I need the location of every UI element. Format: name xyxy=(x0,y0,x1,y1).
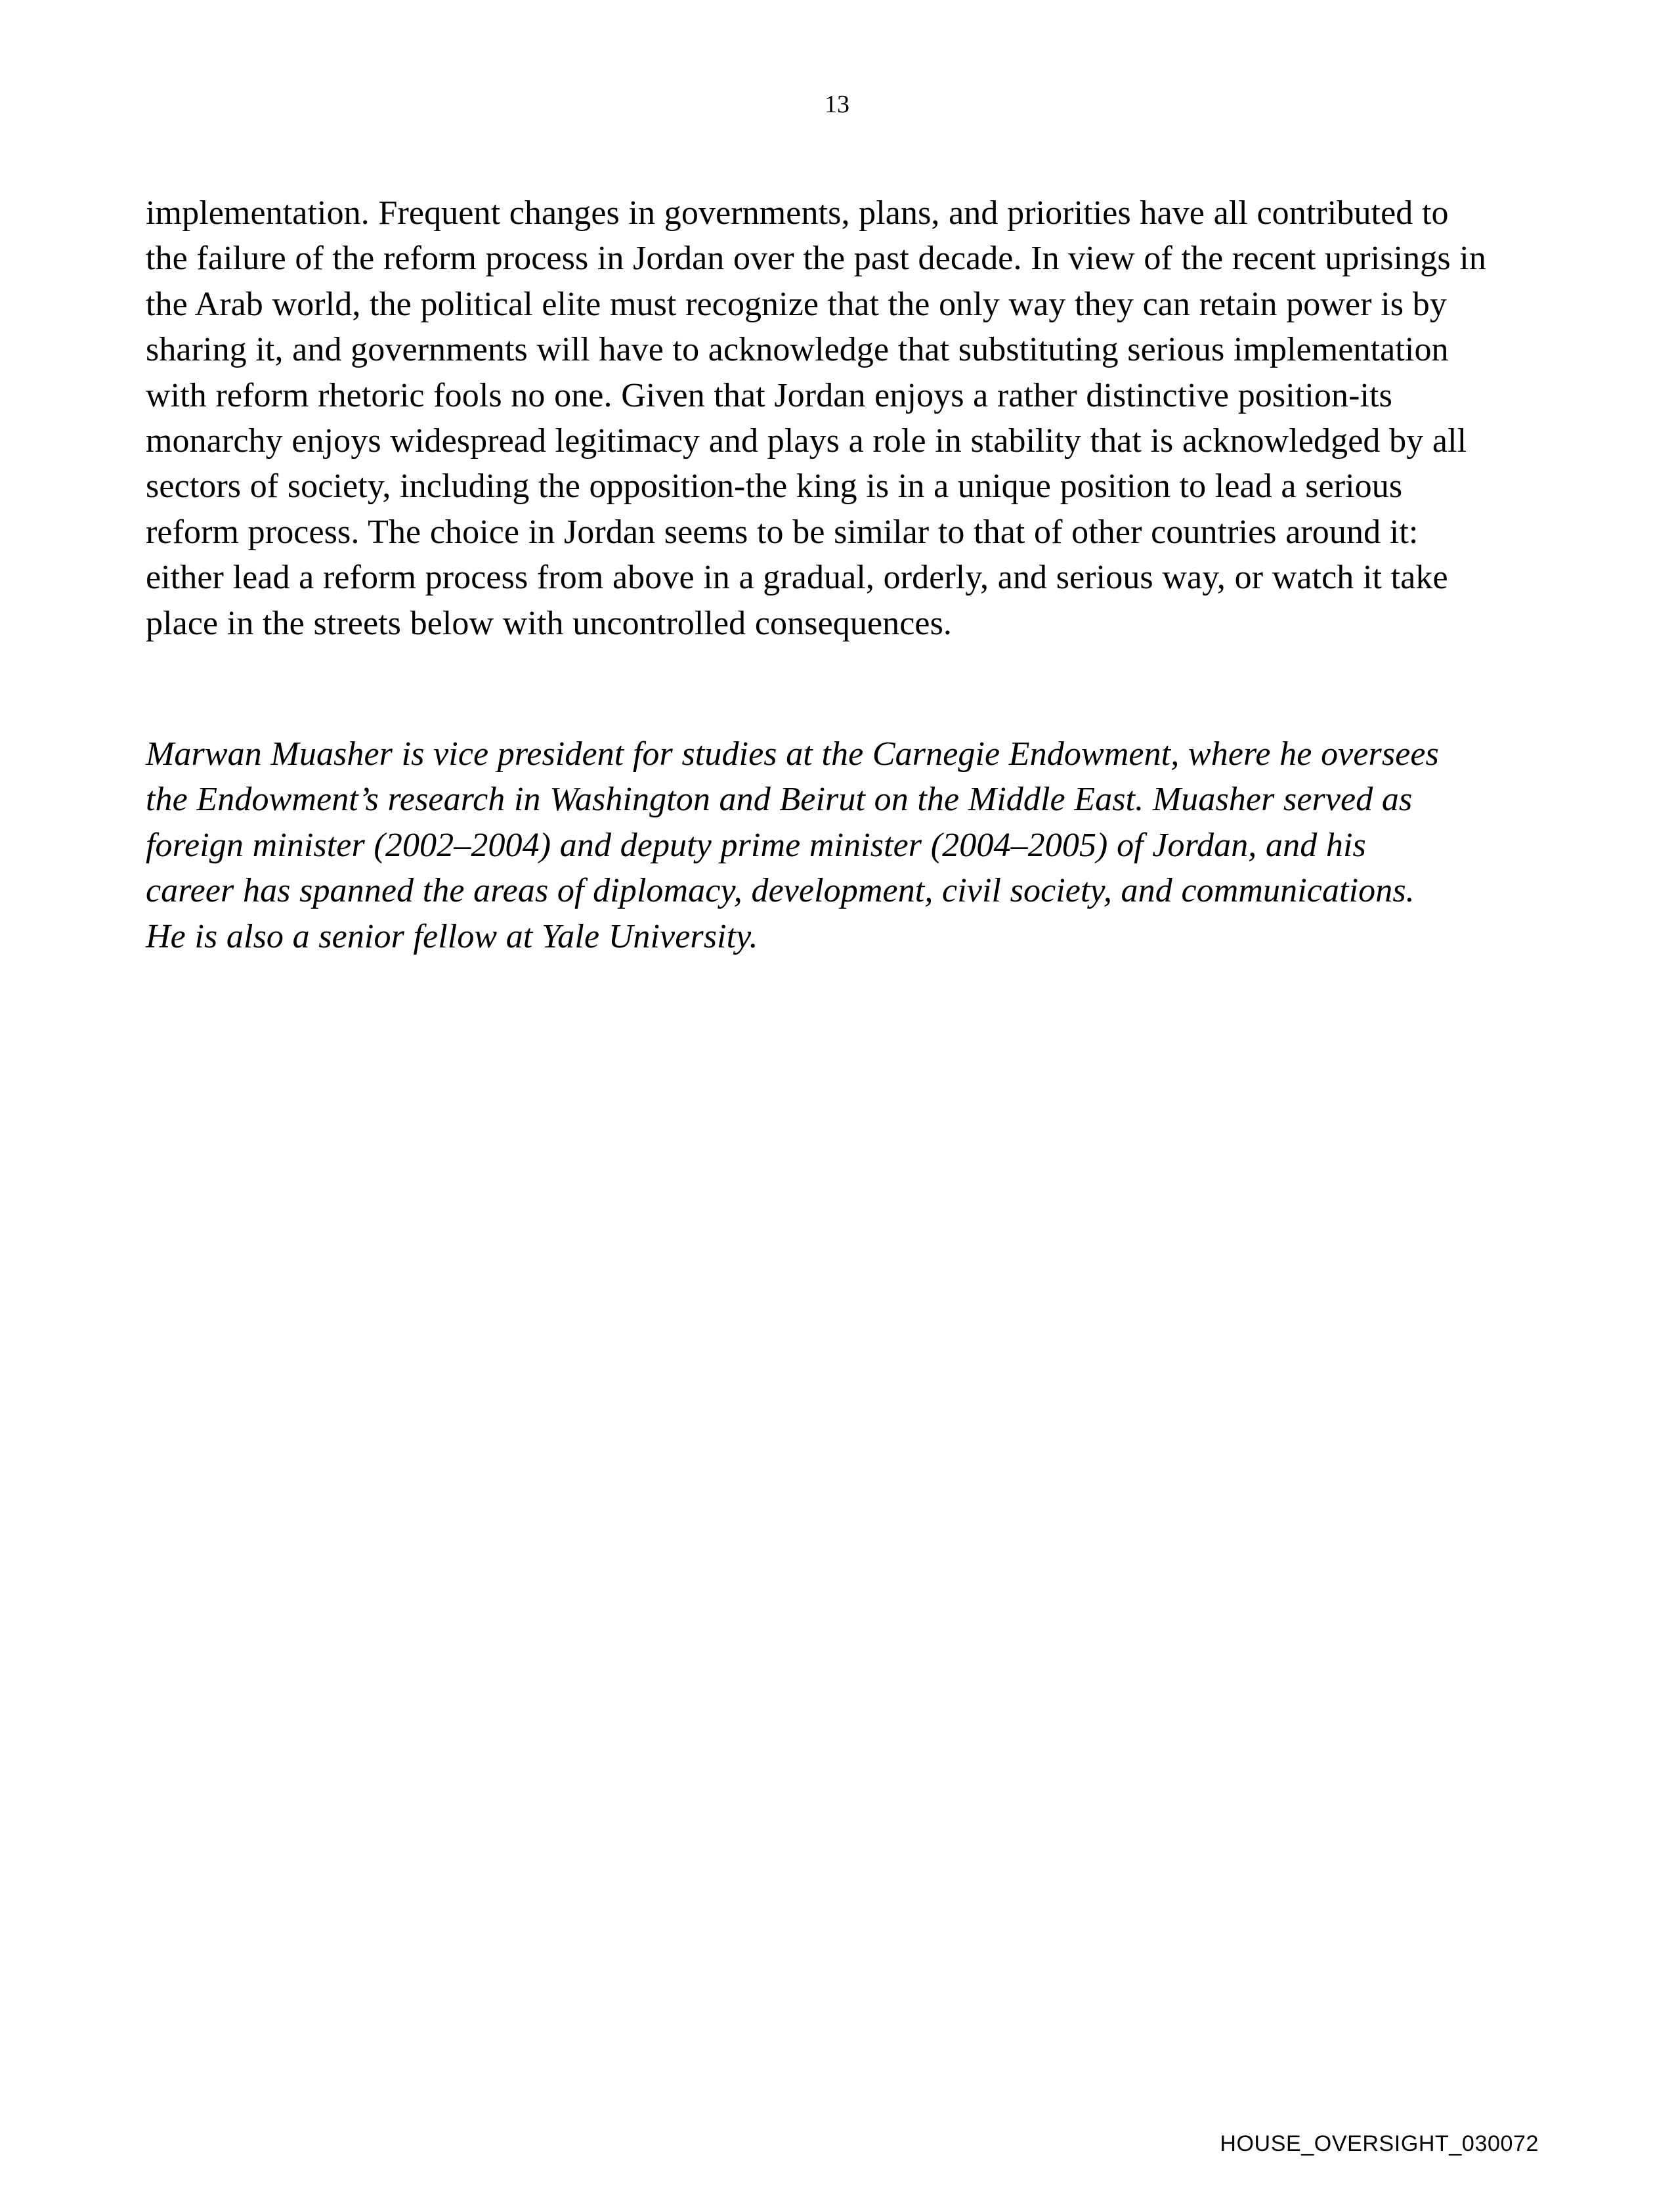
body-paragraph: implementation. Frequent changes in governments, plans, and priorities have all contributed to the failure of the reform process in Jordan over the past decade. In view of the recent uprisings in the Arab world, the political elite must recognize that the only way they can retain power is by sharing it, and governments will have to acknowledge that substituting serious implementation with reform rhetoric fools no one. Given that Jordan enjoys a rather distinctive position-its monarchy enjoys widespread legitimacy and plays a role in stability that is acknowledged by all sectors of society, including the opposition-the king is in a unique position to lead a serious reform process. The choice in Jordan seems to be similar to that of other countries around it: either lead a reform process from above in a gradual, orderly, and serious way, or watch it take place in the streets below with uncontrolled consequences. xyxy=(146,194,1486,642)
bates-stamp: HOUSE_OVERSIGHT_030072 xyxy=(1220,2131,1539,2156)
page-number: 13 xyxy=(825,91,849,118)
page-content xyxy=(146,190,1498,959)
author-bio-paragraph: Marwan Muasher is vice president for studies at the Carnegie Endowment, where he oversees the Endowment’s research in Washington and Beirut on the Middle East. Muasher served as foreign minister (2002–2004) and deputy prime minister (2004–2005) of Jordan, and his career has spanned the areas of diplomacy, development, civil society, and communications. He is also a senior fellow at Yale University. xyxy=(146,735,1439,955)
